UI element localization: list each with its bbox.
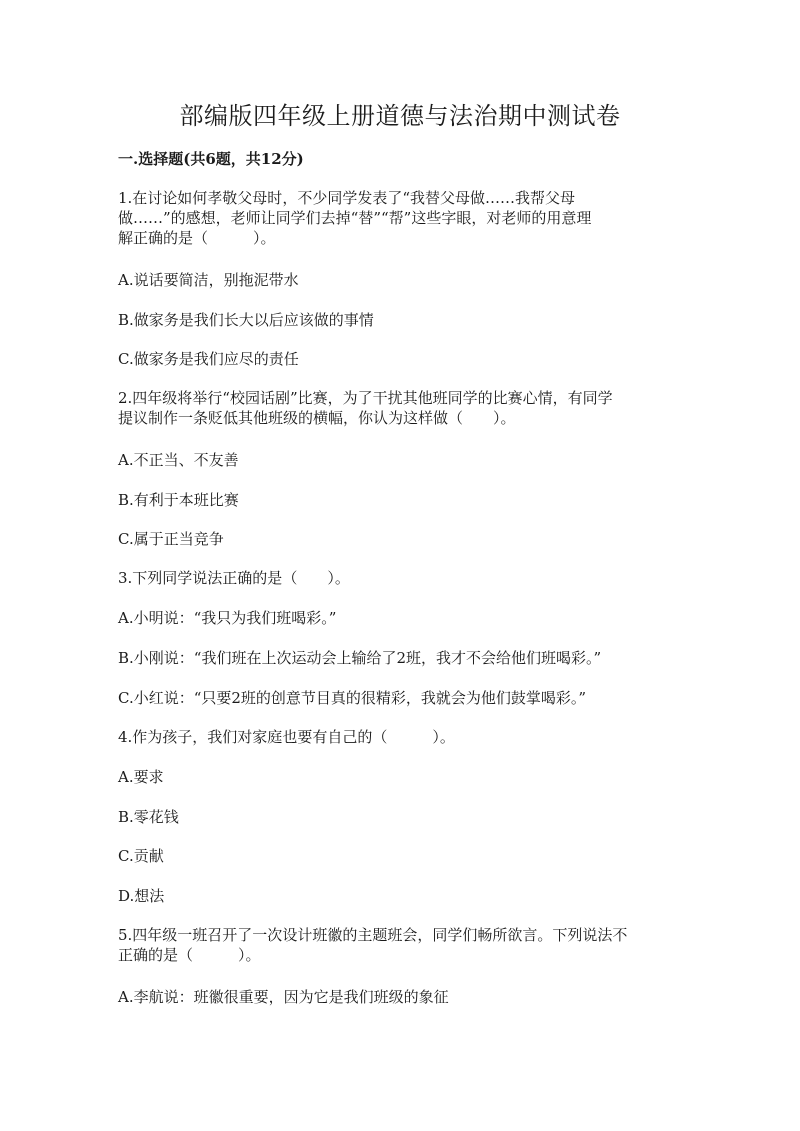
question-5-line-2: 正确的是（ ）。 bbox=[118, 946, 261, 964]
page-title: 部编版四年级上册道德与法治期中测试卷 bbox=[179, 102, 621, 130]
question-2-option-b[interactable]: B.有利于本班比赛 bbox=[118, 491, 239, 509]
question-2-option-c[interactable]: C.属于正当竞争 bbox=[118, 530, 224, 548]
question-4-line-1: 4.作为孩子，我们对家庭也要有自己的（ ）。 bbox=[118, 728, 455, 746]
question-1-line-2: 做……”的感想，老师让同学们去掉“替”“帮”这些字眼，对老师的用意理 bbox=[118, 209, 592, 227]
question-1-line-3: 解正确的是（ ）。 bbox=[118, 229, 276, 247]
question-3-stem bbox=[118, 568, 678, 588]
question-3-line-1: 3.下列同学说法正确的是（ ）。 bbox=[118, 569, 350, 587]
question-3-option-b[interactable]: B.小刚说：“我们班在上次运动会上输给了2班，我才不会给他们班喝彩。” bbox=[118, 649, 602, 667]
question-2-option-a[interactable]: A.不正当、不友善 bbox=[118, 451, 239, 469]
question-5-option-a[interactable]: A.李航说：班徽很重要，因为它是我们班级的象征 bbox=[118, 988, 449, 1006]
question-2-line-2: 提议制作一条贬低其他班级的横幅，你认为这样做（ ）。 bbox=[118, 409, 516, 427]
question-5-line-1: 5.四年级一班召开了一次设计班徽的主题班会，同学们畅所欲言。下列说法不 bbox=[118, 926, 628, 944]
section-heading: 一.选择题(共6题，共12分) bbox=[118, 150, 304, 168]
question-2-line-1: 2.四年级将举行“校园话剧”比赛，为了干扰其他班同学的比赛心情，有同学 bbox=[118, 389, 613, 407]
question-4-option-d[interactable]: D.想法 bbox=[118, 887, 165, 905]
question-5-stem bbox=[118, 925, 678, 965]
question-3-option-a[interactable]: A.小明说：“我只为我们班喝彩。” bbox=[118, 609, 337, 627]
question-2-stem bbox=[118, 388, 678, 428]
question-3-option-c[interactable]: C.小红说：“只要2班的创意节目真的很精彩，我就会为他们鼓掌喝彩。” bbox=[118, 689, 587, 707]
question-4-option-a[interactable]: A.要求 bbox=[118, 768, 164, 786]
question-1-option-a[interactable]: A.说话要简洁，别拖泥带水 bbox=[118, 271, 299, 289]
question-4-option-c[interactable]: C.贡献 bbox=[118, 847, 164, 865]
question-1-line-1: 1.在讨论如何孝敬父母时，不少同学发表了“我替父母做……我帮父母 bbox=[118, 189, 575, 207]
question-4-option-b[interactable]: B.零花钱 bbox=[118, 808, 179, 826]
question-1-stem bbox=[118, 188, 678, 248]
question-1-option-c[interactable]: C.做家务是我们应尽的责任 bbox=[118, 350, 299, 368]
question-4-stem bbox=[118, 727, 678, 747]
question-1-option-b[interactable]: B.做家务是我们长大以后应该做的事情 bbox=[118, 311, 374, 329]
